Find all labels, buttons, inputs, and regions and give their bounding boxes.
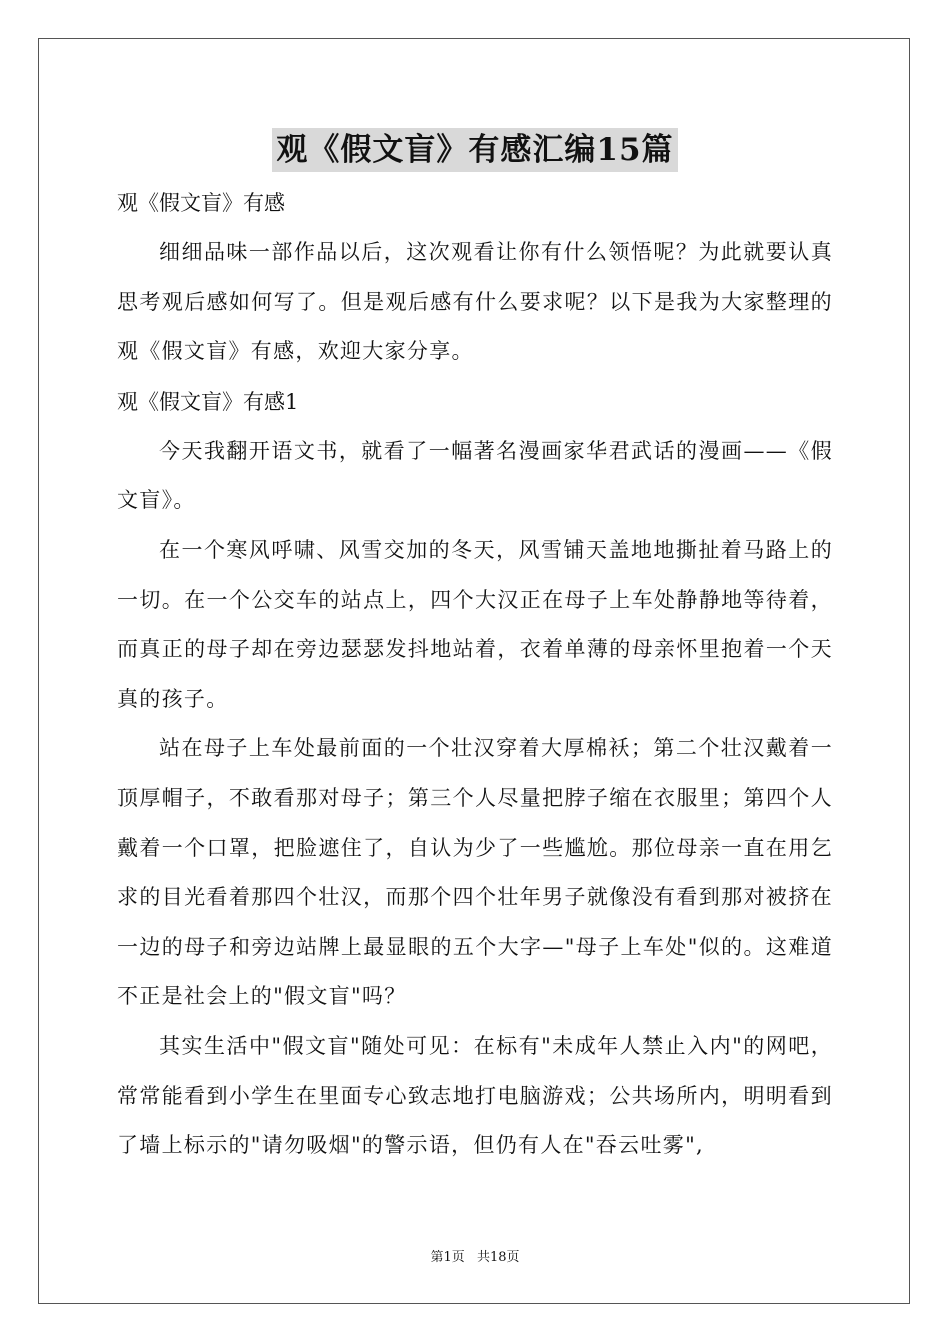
document-body (117, 178, 833, 1171)
section-heading-1: 观《假文盲》有感1 (117, 389, 299, 414)
body-paragraph: 其实生活中"假文盲"随处可见：在标有"未成年人禁止入内"的网吧，常常能看到小学生在里面专心致志地打电脑游戏；公共场所内，明明看到了墙上标示的"请勿吸烟"的警示语，但仍有人在"吞云吐雾", (117, 1033, 833, 1158)
body-paragraph: 今天我翻开语文书，就看了一幅著名漫画家华君武话的漫画——《假文盲》。 (117, 438, 833, 513)
page-total: 共18页 (476, 1250, 520, 1265)
body-paragraph: 站在母子上车处最前面的一个壮汉穿着大厚棉袄；第二个壮汉戴着一顶厚帽子，不敢看那对母子；第三个人尽量把脖子缩在衣服里；第四个人戴着一个口罩，把脸遮住了，自认为少了一些尴尬。那位母亲一直在用乞求的目光看着那四个壮汉，而那个四个壮年男子就像没有看到那对被挤在一边的母子和旁边站牌上最显眼的五个大字—"母子上车处"似的。这难道不正是社会上的"假文盲"吗？ (117, 736, 833, 1009)
section-heading: 观《假文盲》有感 (117, 191, 285, 215)
document-title: 观《假文盲》有感汇编15篇 (272, 128, 677, 172)
page-number: 第1页 (430, 1250, 465, 1265)
page-footer (0, 1246, 950, 1265)
body-paragraph: 在一个寒风呼啸、风雪交加的冬天，风雪铺天盖地地撕扯着马路上的一切。在一个公交车的站点上，四个大汉正在母子上车处静静地等待着，而真正的母子却在旁边瑟瑟发抖地站着，衣着单薄的母亲怀里抱着一个天真的孩子。 (117, 537, 833, 711)
intro-paragraph: 细细品味一部作品以后，这次观看让你有什么领悟呢？为此就要认真思考观后感如何写了。但是观后感有什么要求呢？以下是我为大家整理的观《假文盲》有感，欢迎大家分享。 (117, 240, 833, 364)
title-wrapper (0, 128, 950, 172)
